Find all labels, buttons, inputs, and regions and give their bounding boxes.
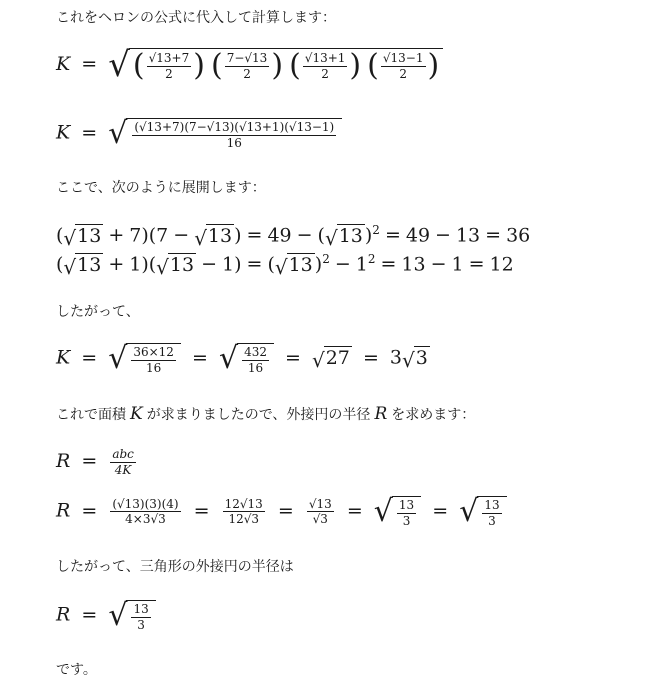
sqrt-27: √ 27 [312, 347, 350, 373]
text-therefore-2: したがって、三角形の外接円の半径は [56, 559, 294, 575]
radical-sign: √ [108, 45, 130, 85]
sqrt-13: √ 13 [63, 253, 102, 279]
heron-product [56, 116, 342, 152]
var-r: R [56, 450, 71, 473]
sqrt-13: √ 13 [274, 253, 313, 279]
sqrt-13: √ 13 [324, 224, 363, 250]
equals: = [81, 121, 98, 144]
frac-4: $\frac{√13-1}{2}$ [382, 50, 424, 81]
sqrt-13: √ 13 [156, 253, 195, 279]
var-r: R [56, 499, 71, 522]
root-13-3: √ $\frac{13}{3}$ [108, 600, 155, 631]
frac-1: $\frac{√13+7}{2}$ [148, 50, 190, 81]
radical-sign: √ [108, 116, 128, 152]
root-13-3: √ $\frac{13}{3}$ [374, 496, 421, 527]
circumradius-formula: R = $\frac{\text{abc}}{4K}$ [56, 447, 134, 477]
var-r: R [56, 603, 71, 626]
circumradius-chain: R = $\frac{(√13)(3)(4)}{4\times 3√3}$ = $\frac{12√13}{12√3}$ = $\frac{√13}{√3}$ = √ $\frac{13}{3}$ = √ $\frac{13}{3}$ [56, 496, 507, 527]
product-fraction: $\frac{(√13+7)(7-√13)(√13+1)(√13-1)}{16}$ [134, 120, 335, 150]
frac-2: $\frac{7-√13}{2}$ [226, 50, 268, 81]
root-432: √ $\frac{432}{16}$ [219, 343, 274, 374]
text-expand: ここで、次のように展開します： [56, 180, 266, 196]
frac-step-1: $\frac{(√13)(3)(4)}{4\times 3√3}$ [112, 496, 179, 527]
abc-over-4k: $\frac{\text{abc}}{4K}$ [112, 447, 134, 477]
area-result: K = √ $\frac{36\times 12}{16}$ = √ $\frac{432}{16}$ = √ 27 = 3 √ 3 [56, 341, 428, 377]
final-radius: R = √ $\frac{13}{3}$ [56, 600, 156, 631]
sqrt-13: √ 13 [194, 224, 233, 250]
heron-root-body: ( $\frac{√13+7}{2}$ ) ( $\frac{7-√13}{2}$ ) ( $\frac{√13+1}{2}$ ) ( $\frac{√13-1}{2}$ ) [129, 48, 443, 82]
root-13-3: √ $\frac{13}{3}$ [459, 496, 506, 527]
sqrt-3: √ 3 [402, 347, 428, 373]
expansion-1: ( √ 13 + 7)(7 − √ 13 ) = 49 − ( √ 13 )$^2$ = 49 − 13 = 36 [56, 223, 531, 250]
frac-step-3: $\frac{√13}{√3}$ [308, 496, 332, 527]
root-36x12: √ $\frac{36\times 12}{16}$ [108, 343, 181, 374]
expansion-2: ( √ 13 + 1)( √ 13 − 1) = ( √ 13 )$^2 - 1^2 = 13 - 1 = 12$ [56, 252, 514, 279]
var-k: K [56, 53, 71, 75]
text-therefore-1: したがって、 [56, 304, 140, 320]
frac-3: $\frac{√13+1}{2}$ [304, 50, 346, 81]
var-k: K [56, 346, 71, 369]
var-k: K [56, 121, 71, 144]
heron-root [108, 45, 443, 85]
equals: = [81, 53, 98, 75]
frac-step-2: $\frac{12√13}{12√3}$ [224, 496, 263, 527]
heron-substitution [56, 45, 443, 85]
product-root-body [126, 118, 342, 149]
sqrt-13: √ 13 [63, 224, 102, 250]
product-root [108, 116, 342, 152]
text-desu: です。 [56, 662, 97, 678]
text-intro: これをヘロンの公式に代入して計算します： [56, 10, 336, 26]
text-area-found: これで面積 K が求まりましたので、外接円の半径 R を求めます： [56, 404, 476, 424]
